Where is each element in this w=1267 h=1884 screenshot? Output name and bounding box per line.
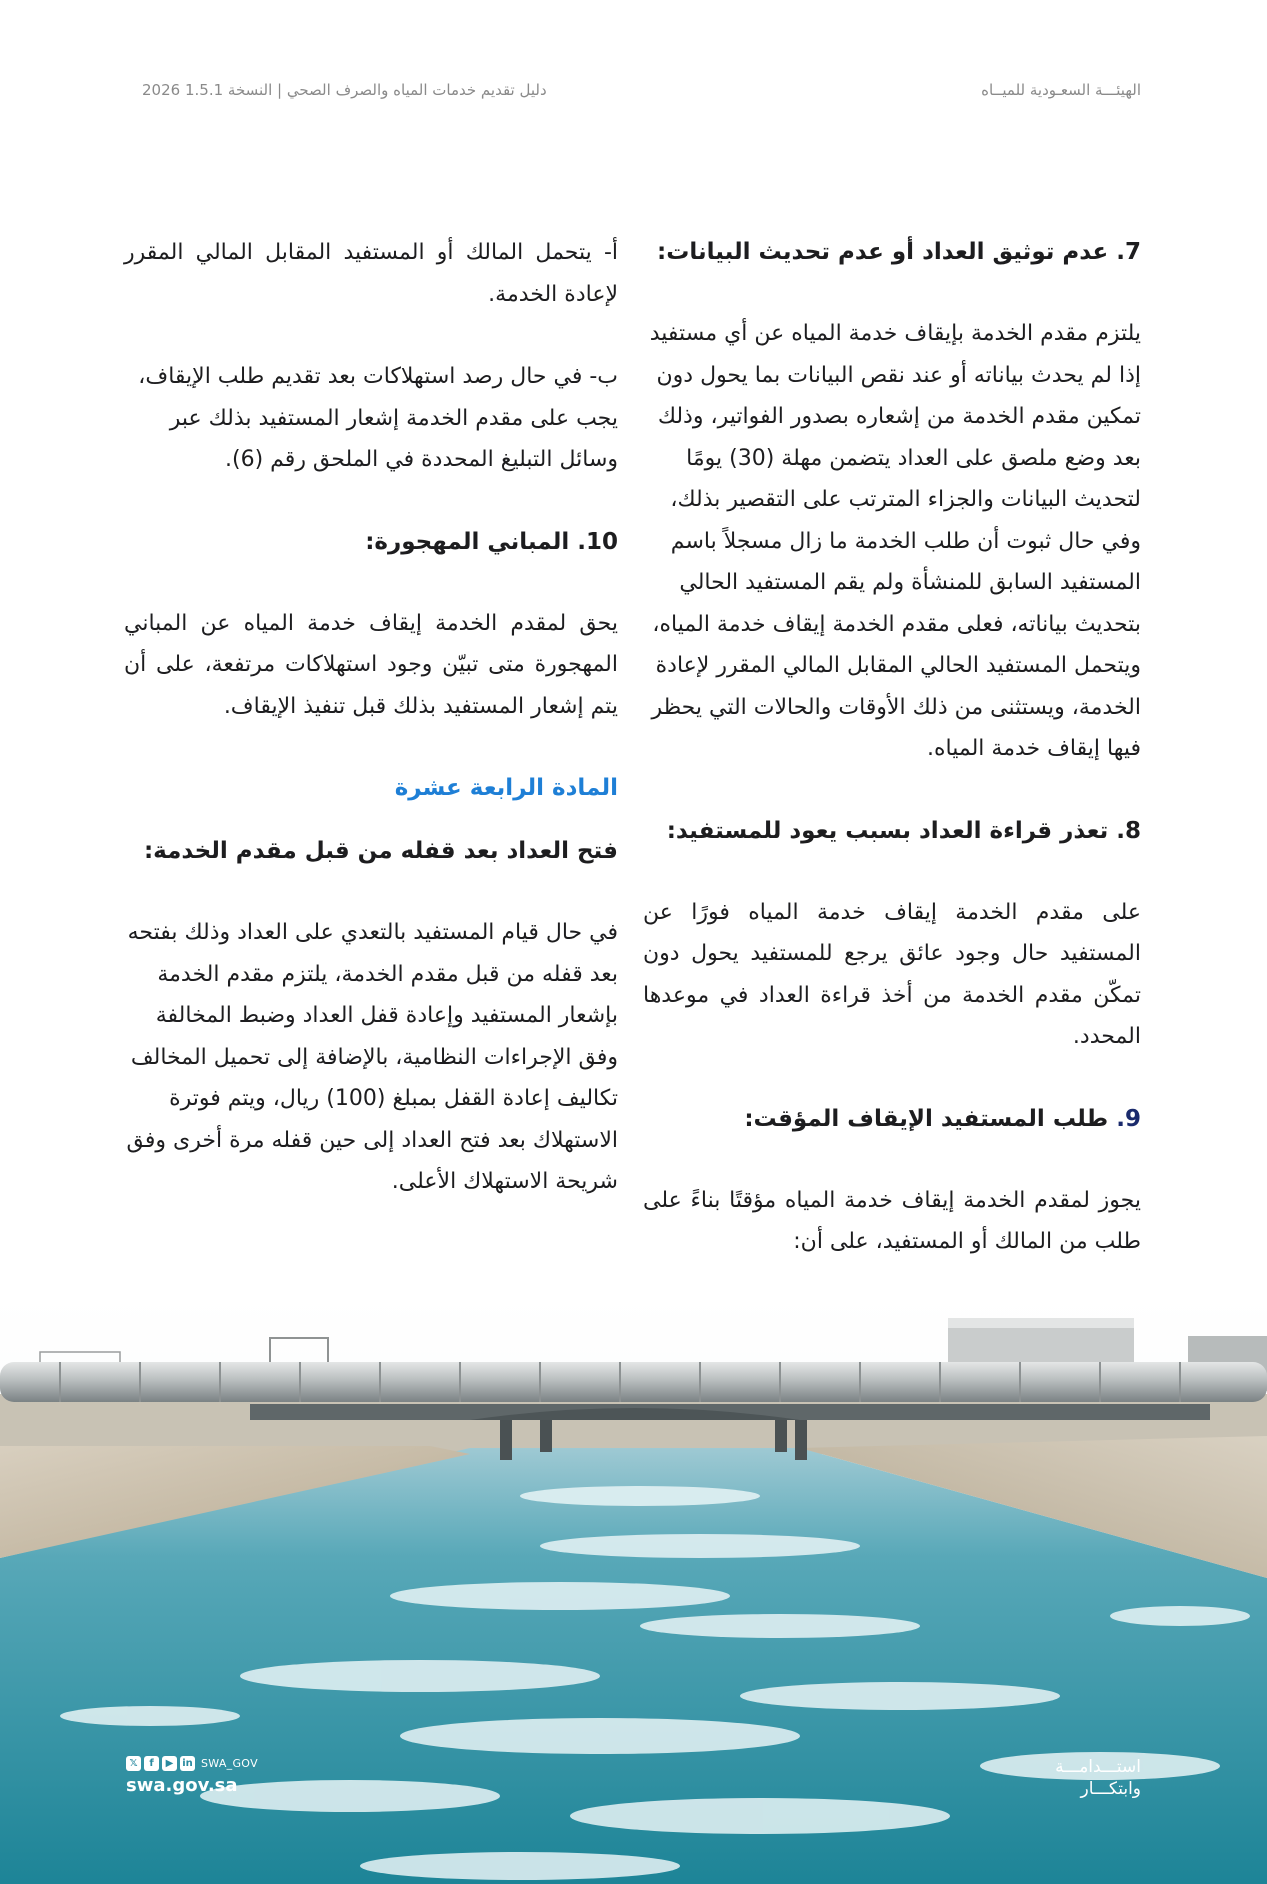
linkedin-icon[interactable]: in bbox=[180, 1756, 195, 1771]
section-10-body: يحق لمقدم الخدمة إيقاف خدمة المياه عن المباني المهجورة متى تبيّن وجود استهلاكات مرتفعة، على أن يتم إشعار المستفيد بذلك قبل تنفيذ الإيقاف. bbox=[124, 610, 618, 719]
item-a: أ- يتحمل المالك أو المستفيد المقابل المالي المقرر لإعادة الخدمة. bbox=[124, 240, 618, 307]
article-title: فتح العداد بعد قفله من قبل مقدم الخدمة: bbox=[143, 838, 618, 864]
x-icon[interactable]: 𝕏 bbox=[126, 1756, 141, 1771]
website-link[interactable]: swa.gov.sa bbox=[126, 1775, 238, 1796]
document-title: دليل تقديم خدمات المياه والصرف الصحي | النسخة 1.5.1 2026 bbox=[142, 81, 547, 99]
slogan-line-1: استـــدامـــة bbox=[1055, 1757, 1141, 1777]
section-9-body: يجوز لمقدم الخدمة إيقاف خدمة المياه مؤقتًا بناءً على طلب من المالك أو المستفيد، على أن: bbox=[643, 1187, 1141, 1254]
article-label: المادة الرابعة عشرة bbox=[394, 775, 618, 801]
social-handle: SWA_GOV bbox=[201, 1757, 258, 1770]
section-7-body: يلتزم مقدم الخدمة بإيقاف خدمة المياه عن أي مستفيد إذا لم يحدث بياناته أو عند نقص البيانات بما يحول دون تمكين مقدم الخدمة من إشعاره بصدور الفواتير، وذلك بعد وضع ملصق على العداد يتضمن مهلة (30) يومًا لتحديث البيانات والجزاء المترتب على التقصير بذلك، وفي حال ثبوت أن طلب الخدمة ما زال مسجلاً باسم المستفيد السابق للمنشأة ولم يقم المستفيد الحالي بتحديث بياناته، فعلى مقدم الخدمة إيقاف خدمة المياه، ويتحمل المستفيد الحالي المقابل المالي المقرر لإعادة الخدمة، ويستثنى من ذلك الأوقات والحالات التي يحظر فيها إيقاف خدمة المياه. bbox=[649, 321, 1141, 761]
facebook-icon[interactable]: f bbox=[144, 1756, 159, 1771]
item-b: ب- في حال رصد استهلاكات بعد تقديم طلب الإيقاف، يجب على مقدم الخدمة إشعار المستفيد بذلك عبر وسائل التبليغ المحددة في الملحق رقم (6). bbox=[138, 364, 618, 472]
left-column bbox=[124, 232, 618, 1244]
footer-contact bbox=[126, 1756, 258, 1796]
slogan-line-2: وابتكـــار bbox=[1080, 1779, 1141, 1799]
section-10-title: 10. المباني المهجورة: bbox=[365, 528, 618, 555]
page-header bbox=[142, 78, 1141, 102]
article-body: في حال قيام المستفيد بالتعدي على العداد وذلك بفتحه بعد قفله من قبل مقدم الخدمة، يلتزم مقدم الخدمة بإشعار المستفيد وإعادة قفل العداد وضبط المخالفة وفق الإجراءات النظامية، بالإضافة إلى تحميل المخالف تكاليف إعادة القفل بمبلغ (100) ريال، ويتم فوترة الاستهلاك بعد فتح العداد إلى حين قفله مرة أخرى وفق شريحة الاستهلاك الأعلى. bbox=[126, 920, 618, 1194]
section-9-title bbox=[643, 1099, 1141, 1140]
section-8-body: على مقدم الخدمة إيقاف خدمة المياه فورًا عن المستفيد حال وجود عائق يرجع للمستفيد يحول دون تمكّن مقدم الخدمة من أخذ قراءة العداد في موعدها المحدد. bbox=[643, 899, 1141, 1049]
social-links bbox=[126, 1756, 258, 1771]
youtube-icon[interactable]: ▶ bbox=[162, 1756, 177, 1771]
section-9-number: 9. bbox=[1116, 1105, 1141, 1132]
section-9-title-text: طلب المستفيد الإيقاف المؤقت: bbox=[744, 1105, 1117, 1132]
section-8-title: 8. تعذر قراءة العداد بسبب يعود للمستفيد: bbox=[666, 817, 1141, 844]
right-column bbox=[643, 232, 1141, 1304]
section-7-title: 7. عدم توثيق العداد أو عدم تحديث البيانات: bbox=[657, 239, 1141, 265]
organization-name: الهيئـــة السعـودية للميــاه bbox=[981, 81, 1141, 99]
footer-slogan bbox=[1055, 1756, 1141, 1800]
